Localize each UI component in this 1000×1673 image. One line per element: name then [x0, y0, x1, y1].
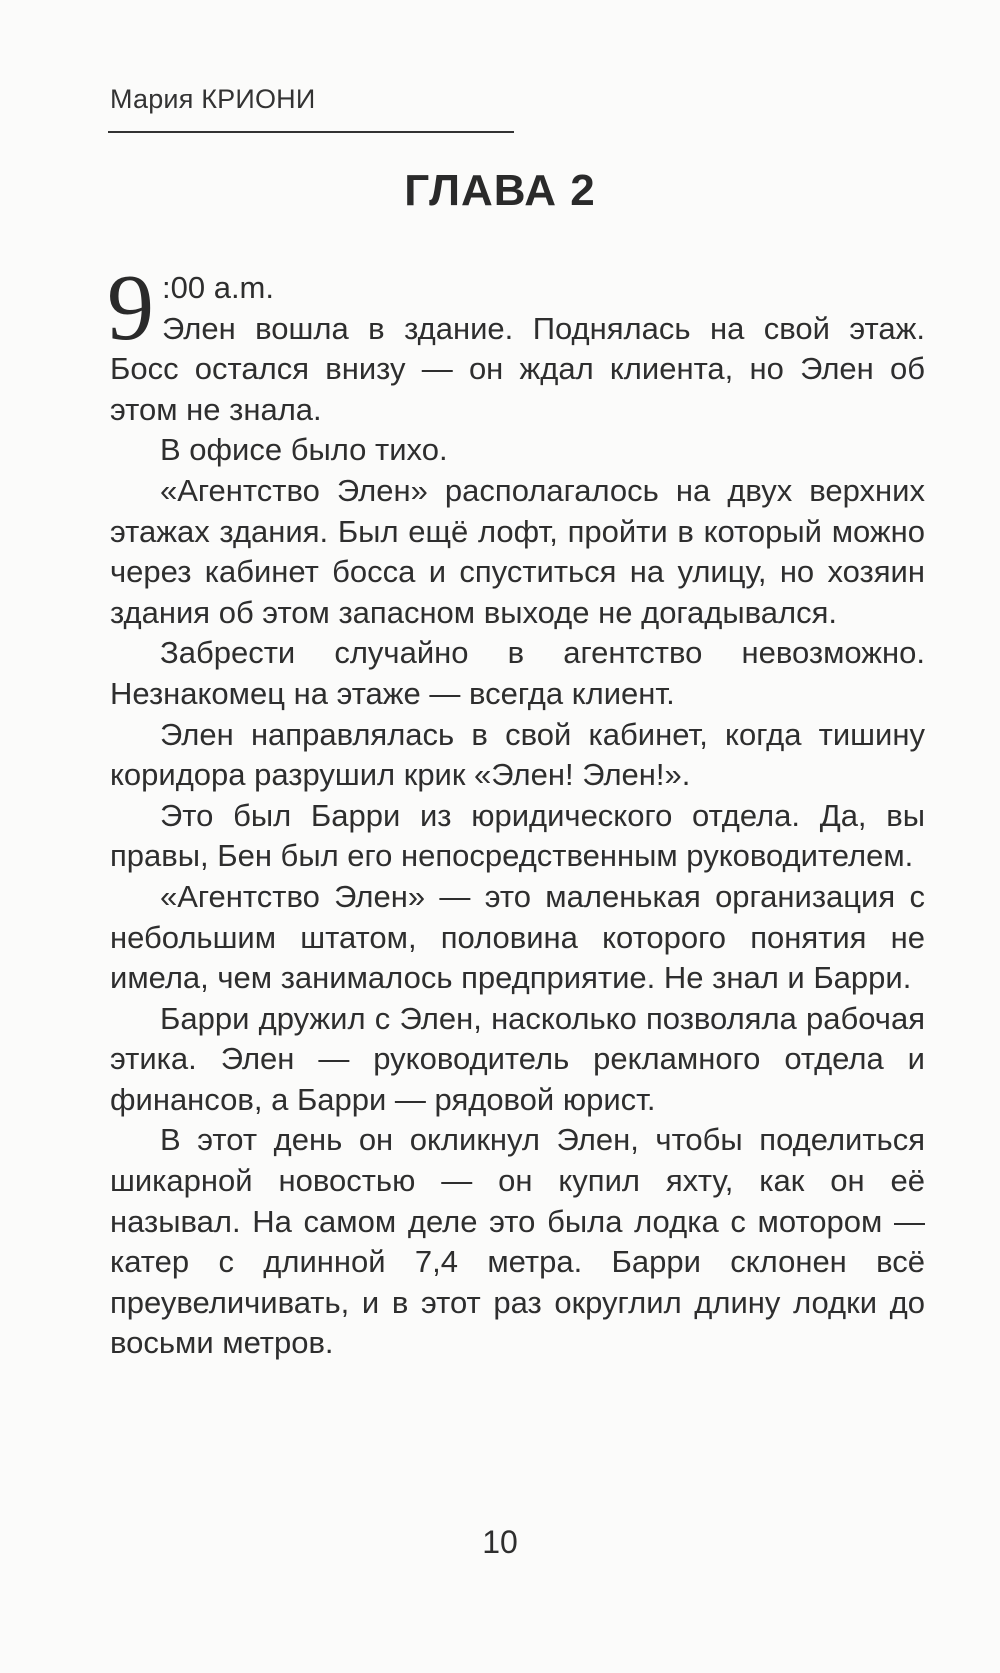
page-number: 10	[482, 1524, 518, 1560]
paragraph: В офисе было тихо.	[160, 432, 448, 468]
paragraph: «Агентство Элен» — это маленькая организация с небольшим штатом, половина которого понятия не имела, чем занималось предприятие. Не знал и Барри.	[110, 878, 925, 996]
header-rule	[108, 131, 514, 133]
running-head-author: Мария КРИОНИ	[110, 84, 316, 114]
paragraph: В этот день он окликнул Элен, чтобы поделиться шикарной новостью — он купил яхту, как он её называл. На самом деле это была лодка с мотором — катер с длинной 7,4 метра. Барри склонен всё преувеличивать, и в этот раз округлил длину лодки до восьми метров.	[110, 1122, 925, 1361]
drop-cap: 9	[107, 256, 154, 360]
paragraph: Элен направлялась в свой кабинет, когда тишину коридора разрушил крик «Элен! Элен!».	[110, 716, 925, 793]
paragraph: Забрести случайно в агентство невозможно. Незнакомец на этаже — всегда клиент.	[110, 635, 925, 711]
paragraph: «Агентство Элен» располагалось на двух верхних этажах здания. Был ещё лофт, пройти в который можно через кабинет босса и спуститься на улицу, но хозяин здания об этом запасном выходе не догадывался.	[110, 472, 925, 630]
paragraph: Барри дружил с Элен, насколько позволяла рабочая этика. Элен — руководитель рекламного отдела и финансов, а Барри — рядовой юрист.	[110, 1000, 925, 1117]
chapter-title: ГЛАВА 2	[404, 166, 596, 215]
chapter-body	[107, 256, 925, 1364]
opening-text: Элен вошла в здание. Поднялась на свой этаж. Босс остался внизу — он ждал клиента, но Элен об этом не знала.	[110, 310, 925, 427]
paragraph: Это был Барри из юридического отдела. Да, вы правы, Бен был его непосредственным руководителем.	[110, 797, 925, 874]
opening-time: :00 a.m.	[162, 270, 274, 305]
paragraph-opening	[107, 256, 925, 430]
